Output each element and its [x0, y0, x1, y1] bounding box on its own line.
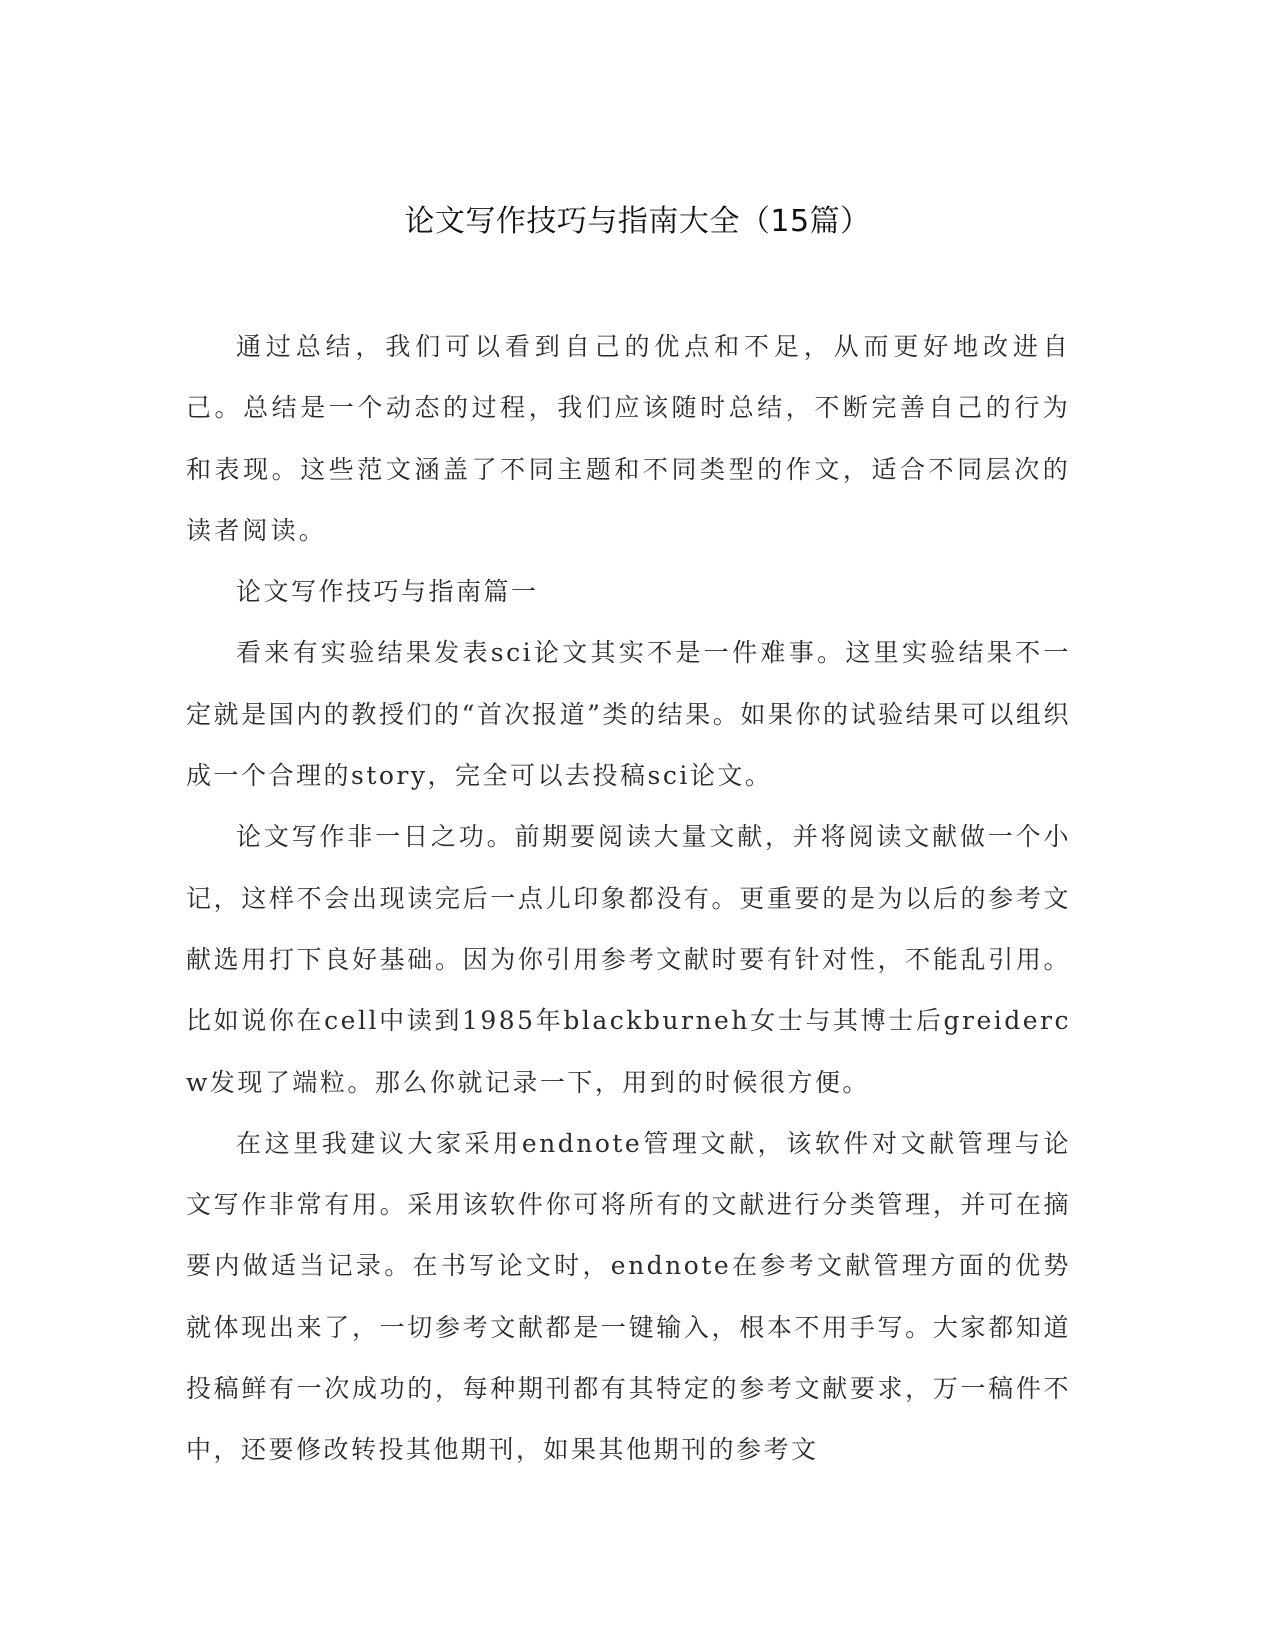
body-paragraph: 在这里我建议大家采用endnote管理文献，该软件对文献管理与论文写作非常有用。采用该软件你可将所有的文献进行分类管理，并可在摘要内做适当记录。在书写论文时，endnote在参考文献管理方面的优势就体现出来了，一切参考文献都是一键输入，根本不用手写。大家都知道投稿鲜有一次成功的，每种期刊都有其特定的参考文献要求，万一稿件不中，还要修改转投其他期刊，如果其他期刊的参考文 [186, 1128, 1071, 1465]
section-heading: 论文写作技巧与指南篇一 [236, 577, 539, 607]
intro-paragraph: 通过总结，我们可以看到自己的优点和不足，从而更好地改进自己。总结是一个动态的过程，我们应该随时总结，不断完善自己的行为和表现。这些范文涵盖了不同主题和不同类型的作文，适合不同层次的读者阅读。 [186, 332, 1071, 545]
document-title: 论文写作技巧与指南大全（15篇） [404, 204, 871, 239]
body-paragraph: 论文写作非一日之功。前期要阅读大量文献，并将阅读文献做一个小记，这样不会出现读完后一点儿印象都没有。更重要的是为以后的参考文献选用打下良好基础。因为你引用参考文献时要有针对性，不能乱引用。比如说你在cell中读到1985年blackburneh女士与其博士后greidercw发现了端粒。那么你就记录一下，用到的时候很方便。 [186, 822, 1071, 1097]
document-body [186, 316, 1071, 1481]
body-paragraph: 看来有实验结果发表sci论文其实不是一件难事。这里实验结果不一定就是国内的教授们的“首次报道”类的结果。如果你的试验结果可以组织成一个合理的story，完全可以去投稿sci论文。 [186, 638, 1071, 791]
